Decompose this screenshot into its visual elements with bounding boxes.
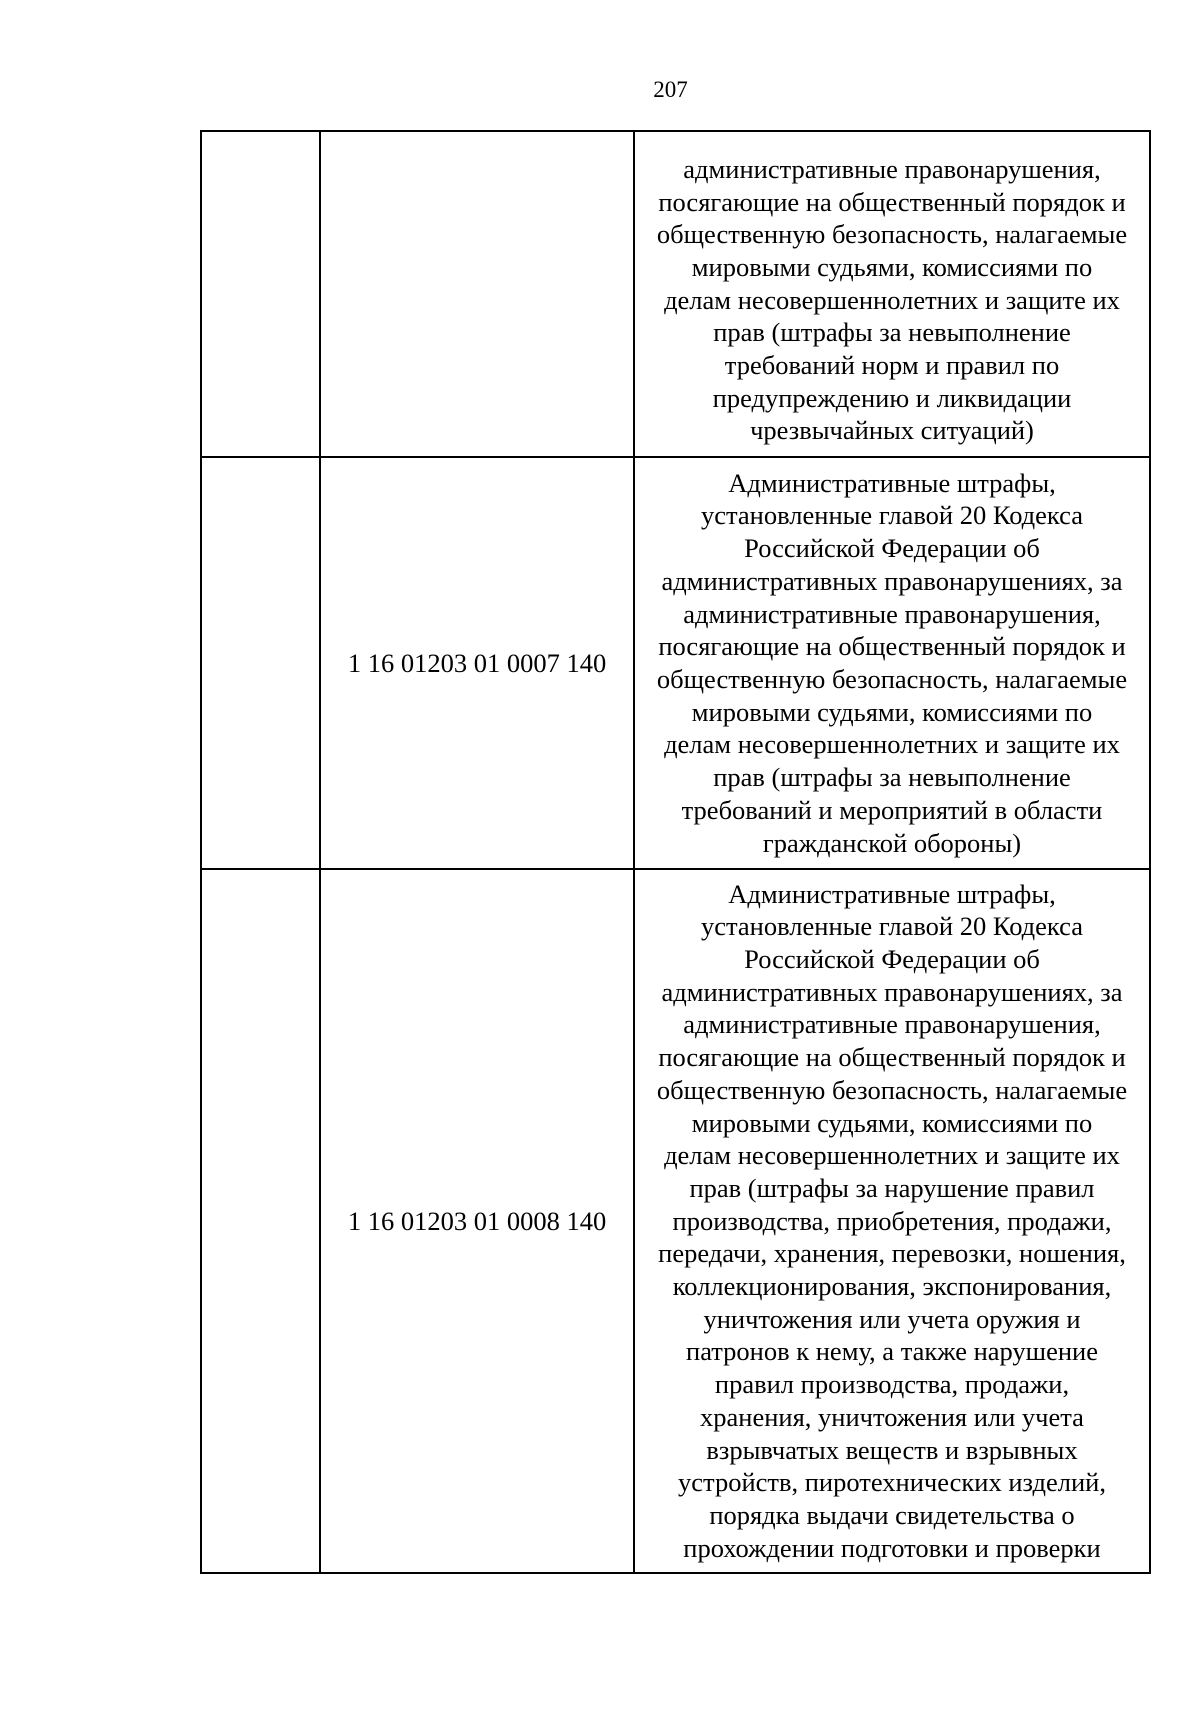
description-line: Административные штрафы, (728, 467, 1056, 498)
description-line: хранения, уничтожения или учета (700, 1401, 1084, 1432)
description-line: уничтожения или учета оружия и (703, 1303, 1081, 1334)
description-line: административные правонарушения, (683, 153, 1101, 184)
description-line: делам несовершеннолетних и защите их (664, 729, 1120, 760)
description-line: правил производства, продажи, (714, 1369, 1070, 1400)
admin-code-cell (201, 131, 320, 457)
table-row (201, 457, 1150, 869)
description-line: общественную безопасность, налагаемые (656, 1074, 1128, 1105)
description-line: мировыми судьями, комиссиями по (691, 696, 1093, 727)
table-row (201, 869, 1150, 1573)
description-line: гражданской обороны) (762, 827, 1022, 858)
budget-code-cell (320, 131, 634, 457)
budget-code-cell: 1 16 01203 01 0007 140 (320, 457, 634, 869)
description-line: прохождении подготовки и проверки (683, 1532, 1101, 1563)
description-line: коллекционирования, экспонирования, (672, 1271, 1112, 1302)
description-line: посягающие на общественный порядок и (658, 631, 1126, 662)
description-line: административных правонарушениях, за (661, 976, 1123, 1007)
description-line: Российской Федерации об (744, 944, 1040, 975)
description-line: посягающие на общественный порядок и (658, 1042, 1126, 1073)
description-line: делам несовершеннолетних и защите их (664, 1140, 1120, 1171)
description-line: административные правонарушения, (683, 1009, 1101, 1040)
description-line: делам несовершеннолетних и защите их (664, 284, 1120, 315)
description-line: порядка выдачи свидетельства о (709, 1499, 1075, 1530)
description-line: требований норм и правил по (724, 350, 1060, 381)
description-line: Административные штрафы, (728, 878, 1056, 909)
admin-code-cell (201, 457, 320, 869)
description-line: мировыми судьями, комиссиями по (691, 251, 1093, 282)
description-line: взрывчатых веществ и взрывных (706, 1434, 1078, 1465)
table-row (201, 131, 1150, 457)
description-line: чрезвычайных ситуаций) (750, 415, 1034, 446)
description-line: мировыми судьями, комиссиями по (691, 1107, 1093, 1138)
description-line: прав (штрафы за нарушение правил (689, 1172, 1095, 1203)
description-cell (634, 457, 1150, 869)
description-line: посягающие на общественный порядок и (658, 186, 1126, 217)
description-line: установленные главой 20 Кодекса (701, 911, 1083, 942)
description-line: общественную безопасность, налагаемые (656, 664, 1128, 694)
description-line: прав (штрафы за невыполнение (713, 762, 1071, 793)
description-line: требований и мероприятий в области (681, 794, 1103, 825)
admin-code-cell (201, 869, 320, 1573)
budget-code-table (200, 130, 1151, 1574)
description-cell (634, 131, 1150, 457)
description-line: патронов к нему, а также нарушение (686, 1336, 1098, 1367)
description-line: общественную безопасность, налагаемые (656, 219, 1128, 250)
budget-code-cell: 1 16 01203 01 0008 140 (320, 869, 634, 1573)
description-line: административных правонарушениях, за (661, 565, 1123, 596)
description-line: административные правонарушения, (683, 598, 1101, 629)
description-line: производства, приобретения, продажи, (672, 1205, 1112, 1236)
description-line: установленные главой 20 Кодекса (701, 500, 1083, 531)
description-line: устройств, пиротехнических изделий, (678, 1467, 1106, 1498)
description-line: предупреждению и ликвидации (712, 382, 1072, 413)
description-line: прав (штрафы за невыполнение (713, 317, 1071, 348)
description-line: передачи, хранения, перевозки, ношения, (658, 1238, 1126, 1269)
description-line: Российской Федерации об (744, 533, 1040, 564)
description-cell (634, 869, 1150, 1573)
page-number: 207 (653, 77, 688, 102)
